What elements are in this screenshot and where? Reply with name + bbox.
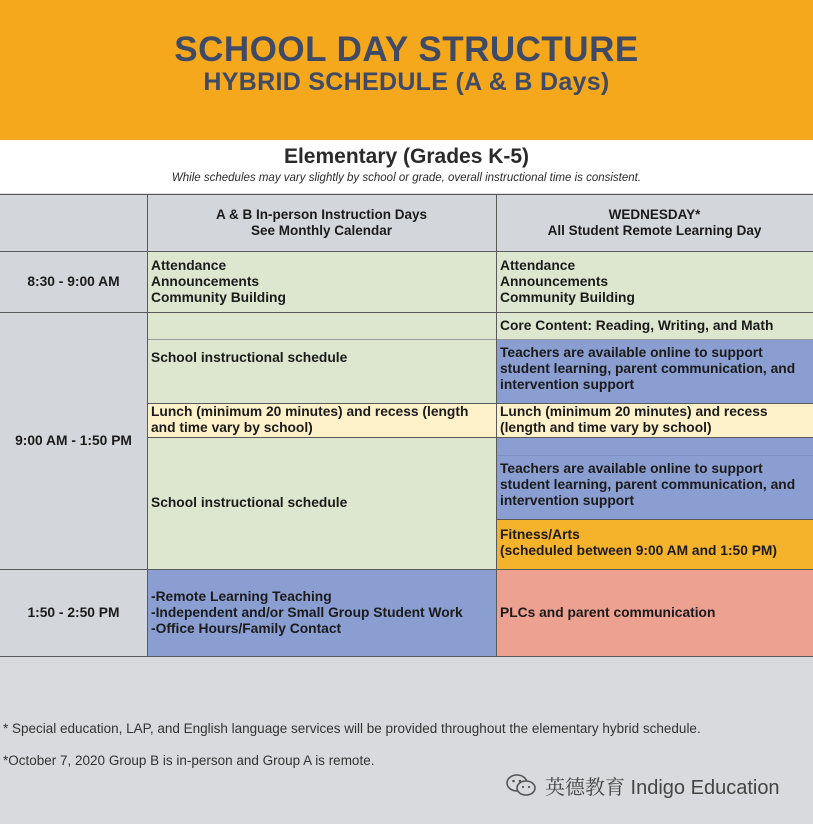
- schedule-item: Announcements: [500, 274, 609, 289]
- divider: [147, 339, 813, 340]
- schedule-item: -Remote Learning Teaching: [151, 588, 332, 604]
- column-header-wednesday: [496, 194, 813, 251]
- wed-support-cell: [496, 437, 813, 519]
- schedule-item: -Independent and/or Small Group Student Work: [151, 604, 463, 620]
- schedule-item: Community Building: [500, 290, 635, 305]
- time-label: 9:00 AM - 1:50 PM: [0, 312, 147, 569]
- header-banner: [0, 0, 813, 140]
- divider: [0, 656, 813, 657]
- column-header-ab-line1: A & B In-person Instruction Days: [215, 206, 428, 222]
- wechat-icon: [505, 772, 537, 798]
- wed-support-cell: [496, 339, 813, 403]
- divider: [496, 455, 813, 456]
- ab-afternoon-cell: [147, 569, 496, 656]
- schedule-item: Teachers are available online to support student learning, parent communication, and intervention support: [500, 345, 796, 392]
- schedule-item: School instructional schedule: [151, 349, 348, 365]
- wed-fitness-cell: [496, 519, 813, 569]
- schedule-item: School instructional schedule: [151, 495, 348, 510]
- wed-morning-cell: [496, 251, 813, 312]
- section-note: While schedules may vary slightly by school or grade, overall instructional time is consistent.: [171, 172, 642, 184]
- footnote: *October 7, 2020 Group B is in-person and Group A is remote.: [3, 753, 375, 768]
- schedule-item: -Office Hours/Family Contact: [151, 620, 342, 636]
- ab-morning-cell: [147, 251, 496, 312]
- schedule-item: Announcements: [151, 274, 260, 289]
- schedule-item: Attendance: [151, 258, 227, 273]
- time-label: 8:30 - 9:00 AM: [0, 251, 147, 312]
- ab-lunch-cell: [147, 403, 496, 437]
- divider: [0, 194, 813, 195]
- schedule-item: Attendance: [500, 258, 576, 273]
- schedule-item: Core Content: Reading, Writing, and Math: [500, 317, 774, 333]
- column-header-wed-line1: WEDNESDAY*: [608, 206, 701, 222]
- divider: [147, 437, 813, 438]
- column-header-wed-line2: All Student Remote Learning Day: [547, 222, 762, 238]
- divider: [0, 312, 813, 313]
- schedule-item: Teachers are available online to support student learning, parent communication, and intervention support: [500, 461, 796, 508]
- wed-lunch-cell: [496, 403, 813, 437]
- divider: [147, 403, 813, 404]
- column-header-ab: [147, 194, 496, 251]
- wed-afternoon-cell: [496, 569, 813, 656]
- schedule-item: Community Building: [151, 290, 286, 305]
- ab-instruction-cell: [147, 437, 496, 569]
- schedule-item: (scheduled between 9:00 AM and 1:50 PM): [500, 543, 778, 558]
- divider: [496, 519, 813, 520]
- schedule-item: PLCs and parent communication: [500, 604, 716, 620]
- schedule-item: Lunch (minimum 20 minutes) and recess (length and time vary by school): [151, 404, 469, 435]
- watermark-text: 英德教育 Indigo Education: [545, 776, 780, 799]
- schedule-item: Lunch (minimum 20 minutes) and recess (length and time vary by school): [500, 404, 768, 435]
- ab-instruction-cell: [147, 312, 496, 403]
- page-subtitle: HYBRID SCHEDULE (A & B Days): [203, 68, 610, 96]
- divider: [496, 194, 497, 656]
- divider: [147, 194, 148, 656]
- corner-cell: [0, 194, 147, 251]
- column-header-ab-line2: See Monthly Calendar: [250, 222, 393, 238]
- watermark: [505, 770, 780, 800]
- section-header: [0, 140, 813, 193]
- schedule-item: Fitness/Arts: [500, 527, 580, 542]
- footnote: * Special education, LAP, and English language services will be provided throughout the elementary hybrid schedule.: [3, 721, 701, 736]
- divider: [0, 569, 813, 570]
- divider: [0, 251, 813, 252]
- wed-core-cell: [496, 312, 813, 339]
- section-title: Elementary (Grades K-5): [283, 145, 530, 168]
- page-title: SCHOOL DAY STRUCTURE: [174, 30, 639, 69]
- time-label: 1:50 - 2:50 PM: [0, 569, 147, 656]
